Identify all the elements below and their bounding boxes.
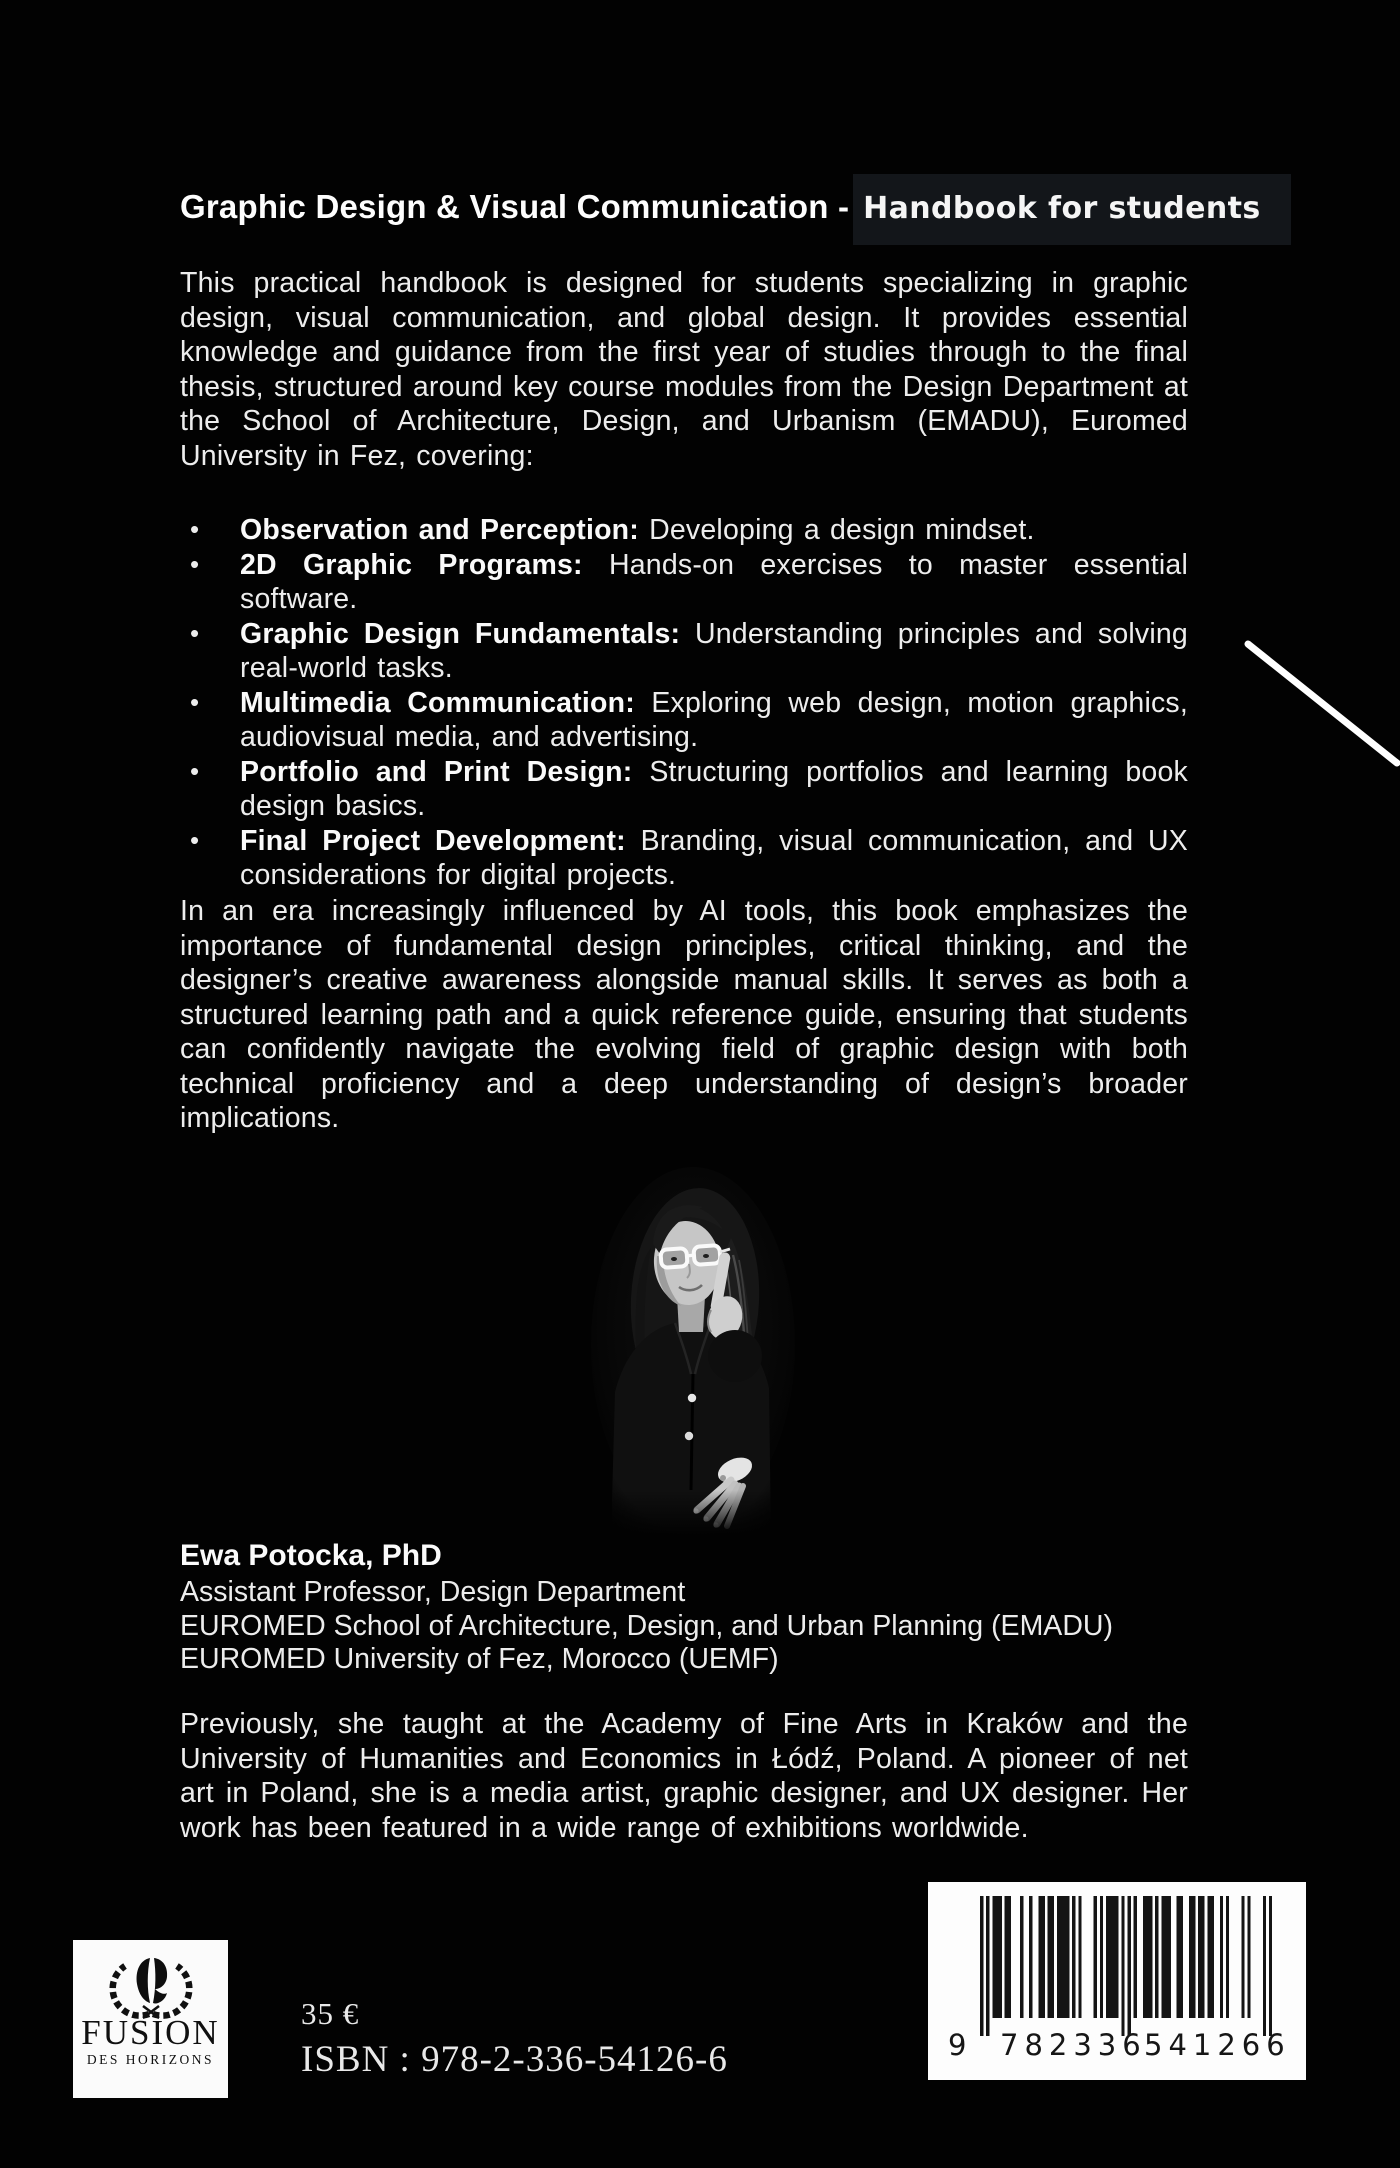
author-block bbox=[180, 1538, 1190, 1677]
barcode-bars bbox=[980, 1896, 1272, 2036]
author-school: EUROMED School of Architecture, Design, and Urban Planning (EMADU) bbox=[180, 1609, 1113, 1642]
author-bio: Previously, she taught at the Academy of Fine Arts in Kraków and the University of Humanities and Economics in Łódź, Poland. A pioneer of net art in Poland, she is a media artist, graphic designer, and UX designer. Her work has been featured in a wide range of exhibitions worldwide. bbox=[180, 1708, 1188, 1844]
bullet-desc: Understanding principles and solving real-world tasks. bbox=[240, 617, 1188, 684]
author-photo bbox=[583, 1160, 801, 1536]
page-title bbox=[180, 188, 1280, 226]
course-modules-list bbox=[180, 513, 1188, 893]
author-university: EUROMED University of Fez, Morocco (UEMF) bbox=[180, 1643, 779, 1675]
title-main: Graphic Design & Visual Communication - bbox=[180, 188, 850, 225]
barcode-digits-left: 782336 bbox=[1000, 2028, 1147, 2062]
barcode-digits-right: 541266 bbox=[1144, 2028, 1291, 2062]
outro-paragraph: In an era increasingly influenced by AI tools, this book emphasizes the importance of fundamental design principles, critical thinking, and the designer’s creative awareness alongside manual skills. It serves as both a structured learning path and a quick reference guide, ensuring that students can confidently navigate the evolving field of graphic design with both technical proficiency and a deep understanding of design’s broader implications. bbox=[180, 895, 1188, 1134]
bullet-desc: Developing a design mindset. bbox=[638, 514, 1035, 546]
list-item bbox=[180, 686, 1188, 755]
price-label: 35 € bbox=[301, 1996, 360, 2031]
bullet-icon: • bbox=[190, 686, 200, 717]
barcode bbox=[928, 1882, 1306, 2080]
title-highlight: Handbook for students bbox=[853, 174, 1291, 245]
laurel-wreath-icon bbox=[99, 1946, 203, 2020]
list-item bbox=[180, 824, 1188, 893]
list-item bbox=[180, 548, 1188, 617]
list-item bbox=[180, 755, 1188, 824]
list-item bbox=[180, 617, 1188, 686]
bullet-term: 2D Graphic Programs: bbox=[240, 548, 583, 581]
bullet-icon: • bbox=[190, 824, 200, 855]
list-item bbox=[180, 513, 1188, 548]
bullet-term: Final Project Development: bbox=[240, 824, 626, 857]
bullet-desc: Branding, visual communication, and UX considerations for digital projects. bbox=[240, 824, 1188, 891]
bullet-icon: • bbox=[190, 617, 200, 648]
bullet-term: Portfolio and Print Design: bbox=[240, 755, 633, 788]
author-title: Assistant Professor, Design Department bbox=[180, 1576, 686, 1608]
bullet-desc: Hands-on exercises to master essential software. bbox=[240, 548, 1188, 615]
bullet-icon: • bbox=[190, 548, 200, 579]
author-name: Ewa Potocka, PhD bbox=[180, 1539, 442, 1572]
bullet-desc: Structuring portfolios and learning book design basics. bbox=[240, 755, 1188, 822]
diagonal-accent-line bbox=[1240, 630, 1400, 780]
publisher-logo bbox=[73, 1940, 228, 2098]
isbn-label: ISBN : 978-2-336-54126-6 bbox=[301, 2039, 728, 2080]
publisher-name: FUSION bbox=[81, 2013, 220, 2052]
bullet-term: Graphic Design Fundamentals: bbox=[240, 617, 681, 650]
bullet-term: Observation and Perception: bbox=[240, 514, 639, 546]
bullet-icon: • bbox=[190, 514, 200, 544]
intro-paragraph: This practical handbook is designed for students specializing in graphic design, visual communication, and global design. It provides essential knowledge and guidance from the first year of studies through to the final thesis, structured around key course modules from the Design Department at the School of Architecture, Design, and Urbanism (EMADU), Euromed University in Fez, covering: bbox=[180, 267, 1188, 472]
publisher-subname: DES HORIZONS bbox=[86, 2052, 215, 2067]
bullet-term: Multimedia Communication: bbox=[240, 686, 635, 719]
bullet-desc: Exploring web design, motion graphics, audiovisual media, and advertising. bbox=[240, 686, 1189, 753]
bullet-icon: • bbox=[190, 755, 200, 786]
barcode-digit-lead: 9 bbox=[948, 2028, 967, 2062]
